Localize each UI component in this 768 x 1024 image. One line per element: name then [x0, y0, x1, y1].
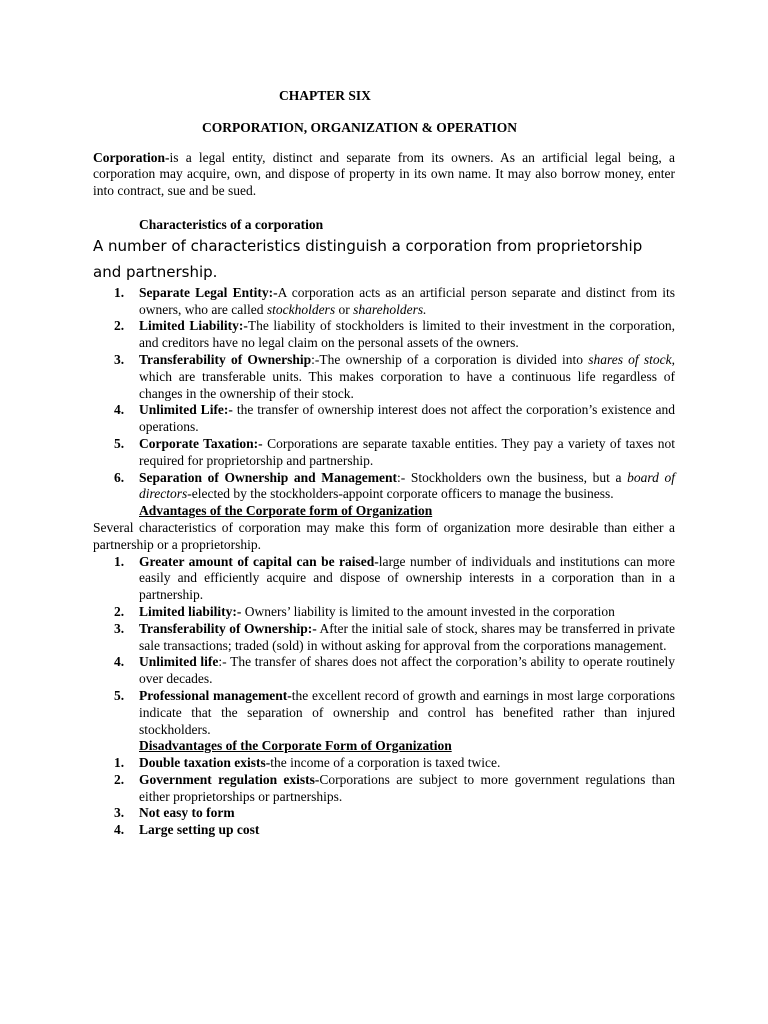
item-text: :-The ownership of a corporation is divided into: [311, 351, 589, 367]
item-term: Double taxation exists-: [139, 755, 271, 771]
item-number: 1.: [114, 553, 125, 569]
page-content: [93, 88, 675, 839]
item-term: Government regulation exists-: [139, 771, 320, 787]
list-item: [93, 755, 675, 772]
intro-term: Corporation-: [93, 149, 170, 165]
item-text: :- The transfer of shares does not affect the corporation’s ability to operate routinely over decades.: [139, 654, 675, 687]
characteristics-lead: A number of characteristics distinguish a corporation from proprietorship and partnership.: [93, 236, 643, 281]
intro-text: is a legal entity, distinct and separate from its owners. As an artificial legal being, a corporation may acquire, own, and dispose of property in its own name. It may also borrow money, enter into contract, sue and be sued.: [93, 149, 675, 199]
item-number: 4.: [114, 402, 125, 418]
item-number: 4.: [114, 654, 125, 670]
item-number: 5.: [114, 435, 125, 451]
item-term: Not easy to form: [139, 805, 235, 821]
item-term: Unlimited life: [139, 654, 219, 670]
item-number: 2.: [114, 603, 125, 619]
list-item: [93, 285, 675, 319]
chapter-subtitle: CORPORATION, ORGANIZATION & OPERATION: [202, 119, 518, 135]
item-text: :- Stockholders own the business, but a: [396, 469, 628, 485]
characteristics-list: [93, 285, 675, 503]
item-text: the income of a corporation is taxed twice.: [270, 755, 501, 771]
item-text: After the initial sale of stock, shares may be transferred in private sale transactions; traded (sold) in without asking for approval from the corporations management.: [139, 620, 675, 653]
list-item: [93, 402, 675, 436]
item-italic: shareholders.: [353, 301, 427, 317]
item-term: Professional management-: [139, 687, 292, 703]
advantages-lead: Several characteristics of corporation may make this form of organization more desirable than either a partnership or a proprietorship.: [93, 519, 675, 552]
item-text: Corporations are separate taxable entities. They pay a variety of taxes not required for proprietorship and partnership.: [139, 435, 675, 468]
item-term: Separate Legal Entity:-: [139, 284, 278, 300]
item-term: Transferability of Ownership:-: [139, 620, 317, 636]
disadvantages-heading: Disadvantages of the Corporate Form of Organization: [139, 738, 452, 754]
item-term: Greater amount of capital can be raised-: [139, 553, 379, 569]
list-item: [93, 604, 675, 621]
item-text: the transfer of ownership interest does not affect the corporation’s existence and operations.: [139, 402, 675, 435]
item-text: or: [335, 301, 354, 317]
list-item: [93, 822, 675, 839]
item-number: 1.: [114, 755, 125, 771]
item-text: large number of individuals and institutions can more easily and efficiently acquire and dispose of ownership interests in a corporation than in a partnership.: [139, 553, 675, 603]
item-number: 2.: [114, 318, 125, 334]
list-item: [93, 688, 675, 738]
item-text: -elected by the stockholders-appoint corporate officers to manage the business.: [187, 486, 614, 502]
list-item: [93, 621, 675, 655]
item-number: 2.: [114, 771, 125, 787]
item-text: the excellent record of growth and earnings in most large corporations indicate that the separation of ownership and control has benefited rather than injured stockholders.: [139, 687, 675, 737]
item-number: 6.: [114, 469, 125, 485]
item-text: A corporation acts as an artificial person separate and distinct from its owners, who are called: [139, 284, 676, 317]
chapter-title: CHAPTER SIX: [279, 88, 371, 103]
item-text: The liability of stockholders is limited to their investment in the corporation, and creditors have no legal claim on the personal assets of the owners.: [139, 318, 676, 351]
item-text: , which are transferable units. This makes corporation to have a continuous life regardless of changes in the ownership of their stock.: [139, 351, 675, 401]
list-item: [93, 352, 675, 402]
item-term: Unlimited Life:-: [139, 402, 233, 418]
disadvantages-list: [93, 755, 675, 839]
item-number: 3.: [114, 805, 125, 821]
item-italic: board of directors: [139, 469, 675, 502]
item-term: Large setting up cost: [139, 822, 260, 838]
advantages-heading: Advantages of the Corporate form of Organization: [139, 503, 433, 519]
item-term: Corporate Taxation:-: [139, 435, 263, 451]
item-italic: stockholders: [266, 301, 336, 317]
item-term: Transferability of Ownership: [139, 351, 312, 367]
item-text: Owners’ liability is limited to the amount invested in the corporation: [241, 603, 615, 619]
item-number: 5.: [114, 687, 125, 703]
list-item: [93, 318, 675, 352]
item-term: Separation of Ownership and Management: [139, 469, 397, 485]
item-number: 4.: [114, 822, 125, 838]
list-item: [93, 470, 675, 504]
advantages-list: [93, 554, 675, 739]
list-item: [93, 654, 675, 688]
item-number: 1.: [114, 284, 125, 300]
item-text: Corporations are subject to more government regulations than either proprietorships or partnerships.: [139, 771, 675, 804]
item-term: Limited Liability:-: [139, 318, 248, 334]
item-term: Limited liability:-: [139, 603, 242, 619]
list-item: [93, 436, 675, 470]
item-number: 3.: [114, 620, 125, 636]
list-item: [93, 554, 675, 604]
list-item: [93, 805, 675, 822]
list-item: [93, 772, 675, 806]
characteristics-heading: Characteristics of a corporation: [139, 216, 324, 232]
intro-paragraph: [93, 150, 675, 200]
item-italic: shares of stock: [588, 351, 672, 367]
item-number: 3.: [114, 351, 125, 367]
